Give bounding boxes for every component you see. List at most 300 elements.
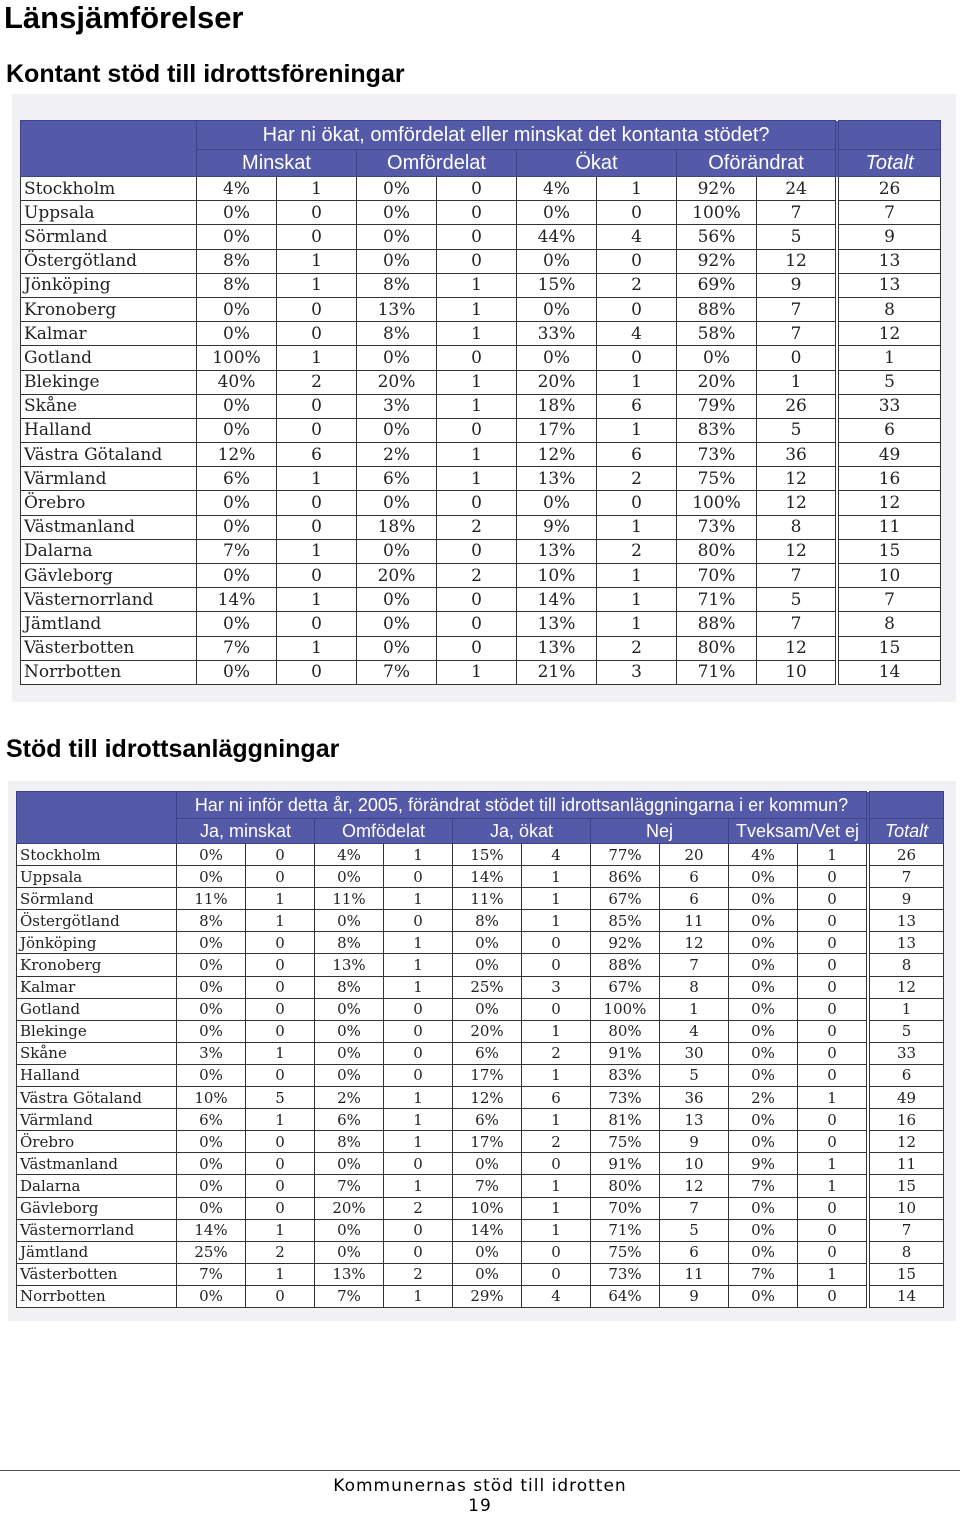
count-cell: 2 [437, 564, 517, 588]
percent-cell: 58% [677, 322, 757, 346]
count-cell: 0 [246, 1175, 315, 1197]
total-cell: 8 [839, 297, 941, 321]
count-cell: 0 [277, 322, 357, 346]
count-cell: 1 [522, 1175, 591, 1197]
table-row [17, 866, 944, 888]
table-row [21, 660, 941, 684]
table-row [21, 370, 941, 394]
county-name: Sörmland [21, 225, 197, 249]
total-cell: 26 [870, 844, 944, 866]
total-cell: 12 [870, 976, 944, 998]
percent-cell: 15% [517, 273, 597, 297]
percent-cell: 0% [729, 1197, 798, 1219]
count-cell: 2 [597, 273, 677, 297]
county-name: Jönköping [21, 273, 197, 297]
table-row [17, 1131, 944, 1153]
count-cell: 2 [522, 1042, 591, 1064]
table-row [17, 1020, 944, 1042]
count-cell: 12 [757, 249, 836, 273]
percent-cell: 13% [315, 954, 384, 976]
total-cell: 16 [839, 467, 941, 491]
count-cell: 0 [522, 1241, 591, 1263]
percent-cell: 0% [453, 1241, 522, 1263]
count-cell: 0 [437, 418, 517, 442]
percent-cell: 10% [453, 1197, 522, 1219]
count-cell: 1 [597, 370, 677, 394]
group-header: Omfördelat [357, 150, 517, 177]
percent-cell: 0% [177, 998, 246, 1020]
percent-cell: 73% [591, 1263, 660, 1285]
total-cell: 13 [870, 932, 944, 954]
percent-cell: 4% [729, 844, 798, 866]
count-cell: 1 [437, 322, 517, 346]
count-cell: 0 [384, 1064, 453, 1086]
count-cell: 1 [437, 394, 517, 418]
percent-cell: 13% [517, 539, 597, 563]
percent-cell: 0% [177, 976, 246, 998]
percent-cell: 7% [729, 1175, 798, 1197]
group-header: Ja, ökat [453, 819, 591, 844]
percent-cell: 100% [591, 998, 660, 1020]
percent-cell: 0% [357, 491, 437, 515]
count-cell: 1 [246, 1263, 315, 1285]
percent-cell: 0% [197, 418, 277, 442]
table-row [17, 888, 944, 910]
percent-cell: 79% [677, 394, 757, 418]
county-name: Jönköping [17, 932, 177, 954]
total-cell: 13 [839, 273, 941, 297]
percent-cell: 75% [677, 467, 757, 491]
percent-cell: 8% [315, 1131, 384, 1153]
percent-cell: 0% [197, 322, 277, 346]
count-cell: 1 [246, 1219, 315, 1241]
percent-cell: 25% [453, 976, 522, 998]
total-cell: 6 [839, 418, 941, 442]
count-cell: 2 [384, 1197, 453, 1219]
table-row [17, 1197, 944, 1219]
percent-cell: 88% [677, 612, 757, 636]
total-cell: 7 [839, 201, 941, 225]
county-name: Jämtland [17, 1241, 177, 1263]
percent-cell: 86% [591, 866, 660, 888]
percent-cell: 13% [517, 612, 597, 636]
percent-cell: 11% [453, 888, 522, 910]
county-name: Skåne [21, 394, 197, 418]
county-name: Gotland [21, 346, 197, 370]
section-title-facility-support: Stöd till idrottsanläggningar [6, 735, 340, 763]
header-row-question [17, 792, 944, 819]
count-cell: 0 [246, 998, 315, 1020]
total-cell: 5 [870, 1020, 944, 1042]
percent-cell: 17% [453, 1131, 522, 1153]
percent-cell: 4% [315, 844, 384, 866]
count-cell: 0 [798, 866, 867, 888]
group-header: Omfödelat [315, 819, 453, 844]
count-cell: 0 [246, 866, 315, 888]
county-name: Värmland [17, 1109, 177, 1131]
county-name: Örebro [17, 1131, 177, 1153]
count-cell: 0 [798, 1042, 867, 1064]
total-cell: 15 [839, 636, 941, 660]
percent-cell: 0% [315, 866, 384, 888]
count-cell: 0 [246, 1285, 315, 1307]
percent-cell: 77% [591, 844, 660, 866]
count-cell: 1 [384, 1087, 453, 1109]
percent-cell: 20% [357, 564, 437, 588]
percent-cell: 0% [357, 177, 437, 201]
table-row [17, 1219, 944, 1241]
county-name: Gävleborg [17, 1197, 177, 1219]
count-cell: 0 [522, 932, 591, 954]
percent-cell: 92% [591, 932, 660, 954]
count-cell: 0 [384, 1241, 453, 1263]
table-row [17, 1241, 944, 1263]
count-cell: 0 [384, 1042, 453, 1064]
total-cell: 7 [870, 1219, 944, 1241]
count-cell: 1 [246, 888, 315, 910]
page-title: Länsjämförelser [4, 0, 244, 35]
count-cell: 10 [660, 1153, 729, 1175]
percent-cell: 14% [517, 588, 597, 612]
header-corner [17, 792, 177, 844]
count-cell: 0 [798, 1064, 867, 1086]
count-cell: 1 [798, 1175, 867, 1197]
percent-cell: 14% [177, 1219, 246, 1241]
percent-cell: 80% [677, 636, 757, 660]
percent-cell: 0% [677, 346, 757, 370]
percent-cell: 0% [729, 866, 798, 888]
percent-cell: 0% [357, 612, 437, 636]
count-cell: 2 [384, 1263, 453, 1285]
count-cell: 1 [597, 588, 677, 612]
count-cell: 0 [798, 1109, 867, 1131]
count-cell: 9 [660, 1131, 729, 1153]
total-cell: 13 [870, 910, 944, 932]
count-cell: 0 [798, 1285, 867, 1307]
count-cell: 9 [660, 1285, 729, 1307]
county-name: Värmland [21, 467, 197, 491]
count-cell: 5 [757, 588, 836, 612]
group-header: Oförändrat [677, 150, 836, 177]
count-cell: 13 [660, 1109, 729, 1131]
percent-cell: 100% [197, 346, 277, 370]
percent-cell: 20% [517, 370, 597, 394]
total-header: Totalt [870, 819, 944, 844]
percent-cell: 73% [677, 443, 757, 467]
percent-cell: 20% [357, 370, 437, 394]
percent-cell: 0% [197, 491, 277, 515]
county-name: Västmanland [17, 1153, 177, 1175]
percent-cell: 0% [729, 888, 798, 910]
percent-cell: 18% [517, 394, 597, 418]
count-cell: 1 [522, 910, 591, 932]
count-cell: 1 [277, 636, 357, 660]
count-cell: 0 [437, 177, 517, 201]
count-cell: 0 [277, 418, 357, 442]
county-name: Västerbotten [17, 1263, 177, 1285]
total-cell: 7 [870, 866, 944, 888]
count-cell: 0 [246, 932, 315, 954]
table-row [17, 1263, 944, 1285]
percent-cell: 14% [453, 866, 522, 888]
percent-cell: 75% [591, 1241, 660, 1263]
count-cell: 0 [277, 394, 357, 418]
count-cell: 1 [798, 1263, 867, 1285]
count-cell: 7 [757, 297, 836, 321]
total-cell: 14 [870, 1285, 944, 1307]
percent-cell: 0% [357, 225, 437, 249]
percent-cell: 85% [591, 910, 660, 932]
count-cell: 0 [277, 660, 357, 684]
total-cell: 15 [870, 1175, 944, 1197]
count-cell: 1 [384, 976, 453, 998]
percent-cell: 0% [177, 866, 246, 888]
percent-cell: 0% [197, 564, 277, 588]
total-cell: 6 [870, 1064, 944, 1086]
table-row [17, 1042, 944, 1064]
percent-cell: 0% [729, 1219, 798, 1241]
percent-cell: 83% [677, 418, 757, 442]
count-cell: 1 [384, 1131, 453, 1153]
percent-cell: 20% [453, 1020, 522, 1042]
total-cell: 13 [839, 249, 941, 273]
count-cell: 0 [246, 1020, 315, 1042]
percent-cell: 0% [177, 1175, 246, 1197]
percent-cell: 0% [197, 515, 277, 539]
percent-cell: 100% [677, 491, 757, 515]
count-cell: 0 [597, 249, 677, 273]
percent-cell: 0% [357, 539, 437, 563]
percent-cell: 8% [357, 322, 437, 346]
count-cell: 0 [437, 588, 517, 612]
total-cell: 12 [839, 322, 941, 346]
county-name: Kronoberg [17, 954, 177, 976]
count-cell: 0 [277, 491, 357, 515]
percent-cell: 0% [177, 1197, 246, 1219]
percent-cell: 73% [591, 1087, 660, 1109]
count-cell: 5 [660, 1064, 729, 1086]
count-cell: 1 [437, 443, 517, 467]
percent-cell: 11% [177, 888, 246, 910]
question-header: Har ni ökat, omfördelat eller minskat det kontanta stödet? [197, 121, 836, 150]
count-cell: 0 [798, 932, 867, 954]
table-row [21, 515, 941, 539]
percent-cell: 0% [315, 1020, 384, 1042]
percent-cell: 0% [453, 998, 522, 1020]
percent-cell: 0% [517, 201, 597, 225]
percent-cell: 0% [517, 297, 597, 321]
total-cell: 11 [870, 1153, 944, 1175]
count-cell: 0 [246, 1064, 315, 1086]
percent-cell: 7% [315, 1175, 384, 1197]
percent-cell: 29% [453, 1285, 522, 1307]
county-name: Norrbotten [17, 1285, 177, 1307]
percent-cell: 25% [177, 1241, 246, 1263]
percent-cell: 71% [677, 660, 757, 684]
count-cell: 0 [277, 612, 357, 636]
percent-cell: 0% [729, 1020, 798, 1042]
table-row [21, 418, 941, 442]
table-row [17, 998, 944, 1020]
group-header: Ja, minskat [177, 819, 315, 844]
count-cell: 6 [660, 1241, 729, 1263]
percent-cell: 81% [591, 1109, 660, 1131]
percent-cell: 0% [453, 1153, 522, 1175]
count-cell: 2 [522, 1131, 591, 1153]
percent-cell: 12% [197, 443, 277, 467]
count-cell: 3 [597, 660, 677, 684]
count-cell: 1 [384, 888, 453, 910]
count-cell: 0 [437, 201, 517, 225]
count-cell: 7 [660, 1197, 729, 1219]
count-cell: 12 [660, 932, 729, 954]
percent-cell: 7% [453, 1175, 522, 1197]
count-cell: 0 [437, 491, 517, 515]
total-cell: 10 [870, 1197, 944, 1219]
county-name: Gävleborg [21, 564, 197, 588]
percent-cell: 2% [729, 1087, 798, 1109]
percent-cell: 75% [591, 1131, 660, 1153]
count-cell: 1 [798, 1153, 867, 1175]
count-cell: 1 [277, 273, 357, 297]
count-cell: 0 [384, 910, 453, 932]
count-cell: 3 [522, 976, 591, 998]
percent-cell: 0% [177, 1064, 246, 1086]
count-cell: 1 [384, 1175, 453, 1197]
question-header: Har ni inför detta år, 2005, förändrat stödet till idrottsanläggningarna i er kommun? [177, 792, 867, 819]
total-cell: 8 [870, 1241, 944, 1263]
total-cell: 12 [870, 1131, 944, 1153]
percent-cell: 64% [591, 1285, 660, 1307]
table-panel-cash-support [12, 94, 956, 702]
count-cell: 0 [246, 844, 315, 866]
county-name: Västra Götaland [21, 443, 197, 467]
county-name: Kalmar [17, 976, 177, 998]
county-name: Östergötland [21, 249, 197, 273]
count-cell: 1 [277, 177, 357, 201]
count-cell: 0 [246, 1197, 315, 1219]
table-row [21, 394, 941, 418]
percent-cell: 18% [357, 515, 437, 539]
table-row [17, 954, 944, 976]
table-row [21, 177, 941, 201]
count-cell: 5 [660, 1219, 729, 1241]
count-cell: 0 [597, 346, 677, 370]
count-cell: 12 [660, 1175, 729, 1197]
county-name: Dalarna [21, 539, 197, 563]
percent-cell: 0% [315, 1064, 384, 1086]
count-cell: 0 [798, 976, 867, 998]
percent-cell: 83% [591, 1064, 660, 1086]
percent-cell: 0% [729, 954, 798, 976]
count-cell: 0 [437, 636, 517, 660]
percent-cell: 0% [197, 612, 277, 636]
count-cell: 0 [798, 1131, 867, 1153]
count-cell: 1 [522, 1064, 591, 1086]
percent-cell: 12% [517, 443, 597, 467]
county-name: Blekinge [21, 370, 197, 394]
county-name: Norrbotten [21, 660, 197, 684]
count-cell: 0 [277, 297, 357, 321]
percent-cell: 8% [453, 910, 522, 932]
percent-cell: 2% [315, 1087, 384, 1109]
percent-cell: 0% [315, 998, 384, 1020]
percent-cell: 40% [197, 370, 277, 394]
percent-cell: 21% [517, 660, 597, 684]
count-cell: 0 [757, 346, 836, 370]
percent-cell: 0% [729, 976, 798, 998]
count-cell: 0 [597, 491, 677, 515]
count-cell: 6 [597, 394, 677, 418]
total-cell: 33 [870, 1042, 944, 1064]
count-cell: 0 [384, 1153, 453, 1175]
percent-cell: 0% [177, 1153, 246, 1175]
total-header-top [870, 792, 944, 819]
percent-cell: 0% [729, 932, 798, 954]
table-row [17, 1064, 944, 1086]
percent-cell: 71% [591, 1219, 660, 1241]
percent-cell: 7% [177, 1263, 246, 1285]
count-cell: 1 [597, 177, 677, 201]
percent-cell: 0% [517, 346, 597, 370]
count-cell: 1 [384, 1285, 453, 1307]
percent-cell: 7% [729, 1263, 798, 1285]
count-cell: 1 [522, 1109, 591, 1131]
count-cell: 20 [660, 844, 729, 866]
count-cell: 0 [798, 998, 867, 1020]
percent-cell: 3% [357, 394, 437, 418]
percent-cell: 7% [197, 636, 277, 660]
count-cell: 2 [277, 370, 357, 394]
percent-cell: 0% [517, 249, 597, 273]
percent-cell: 0% [357, 346, 437, 370]
count-cell: 1 [522, 1219, 591, 1241]
count-cell: 2 [597, 539, 677, 563]
count-cell: 1 [384, 954, 453, 976]
total-cell: 5 [839, 370, 941, 394]
count-cell: 0 [437, 612, 517, 636]
count-cell: 1 [246, 1109, 315, 1131]
count-cell: 0 [798, 1020, 867, 1042]
count-cell: 0 [277, 564, 357, 588]
percent-cell: 88% [677, 297, 757, 321]
group-header: Tveksam/Vet ej [729, 819, 867, 844]
percent-cell: 7% [315, 1285, 384, 1307]
percent-cell: 6% [453, 1109, 522, 1131]
table-row [17, 910, 944, 932]
count-cell: 0 [246, 976, 315, 998]
total-cell: 16 [870, 1109, 944, 1131]
total-cell: 8 [839, 612, 941, 636]
count-cell: 4 [660, 1020, 729, 1042]
county-name: Stockholm [17, 844, 177, 866]
count-cell: 8 [757, 515, 836, 539]
table-row [21, 539, 941, 563]
percent-cell: 0% [453, 954, 522, 976]
total-cell: 15 [839, 539, 941, 563]
percent-cell: 2% [357, 443, 437, 467]
county-name: Kronoberg [21, 297, 197, 321]
count-cell: 26 [757, 394, 836, 418]
total-cell: 33 [839, 394, 941, 418]
total-cell: 11 [839, 515, 941, 539]
percent-cell: 67% [591, 976, 660, 998]
percent-cell: 10% [177, 1087, 246, 1109]
count-cell: 1 [522, 888, 591, 910]
count-cell: 0 [277, 515, 357, 539]
county-name: Östergötland [17, 910, 177, 932]
count-cell: 6 [277, 443, 357, 467]
